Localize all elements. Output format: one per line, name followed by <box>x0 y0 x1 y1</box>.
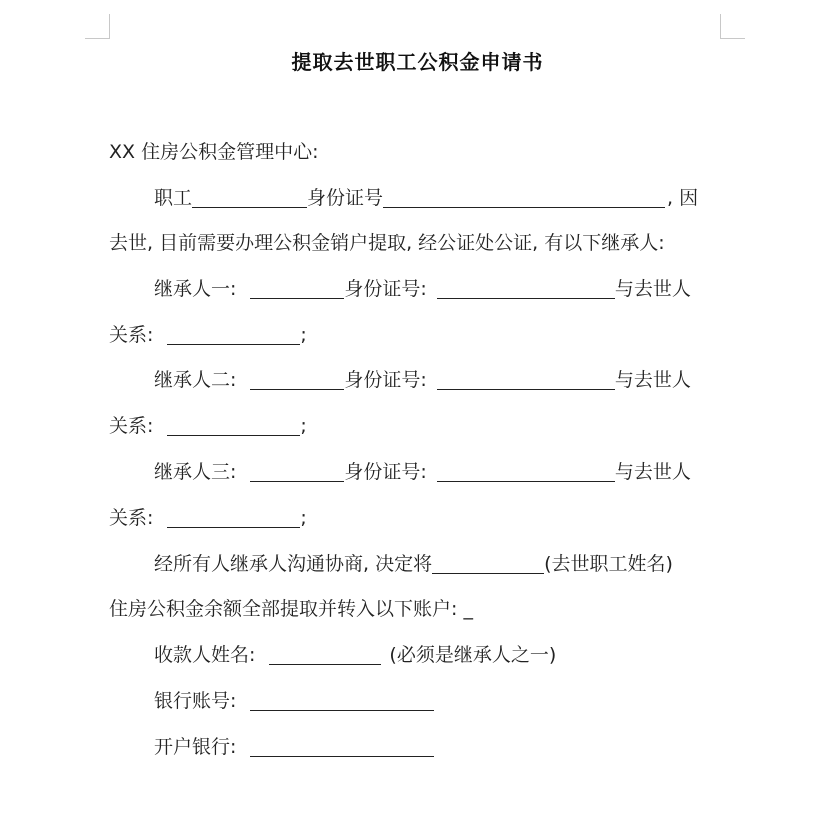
heir-2-relation-field[interactable] <box>167 413 300 436</box>
heir-1-relation-field[interactable] <box>167 322 300 345</box>
transfer-line: 住房公积金余额全部提取并转入以下账户: _ <box>109 598 473 620</box>
page-corner-mark-top-left <box>85 14 110 39</box>
bank-account-label: 银行账号: <box>154 690 237 712</box>
employee-label: 职工 <box>154 187 193 209</box>
consensus-suffix: (去世职工姓名) <box>544 553 673 575</box>
heir-1-name-field[interactable] <box>250 276 344 299</box>
heir-3-label: 继承人三: <box>154 461 237 483</box>
heir-3-relation-tail: 与去世人 <box>614 461 691 483</box>
heir-2-name-field[interactable] <box>250 367 344 390</box>
heir-3-relation-field[interactable] <box>167 505 300 528</box>
employee-name-field[interactable] <box>192 185 307 208</box>
payee-note: (必须是继承人之一) <box>389 644 557 666</box>
document-title: 提取去世职工公积金申请书 <box>291 50 544 74</box>
bank-name-field[interactable] <box>250 734 434 757</box>
heir-3-relation-line <box>109 503 307 533</box>
heir-1-id-label: 身份证号: <box>344 278 427 300</box>
heir-2-line <box>154 365 691 395</box>
payee-label: 收款人姓名: <box>154 644 256 666</box>
heir-3-id-field[interactable] <box>437 459 615 482</box>
heir-2-relation-line <box>109 411 307 441</box>
bank-account-line <box>154 686 434 716</box>
consensus-prefix: 经所有人继承人沟通协商, 决定将 <box>154 553 433 575</box>
heir-3-relation-end: ; <box>300 507 307 529</box>
heir-2-label: 继承人二: <box>154 369 237 391</box>
bank-account-field[interactable] <box>250 688 434 711</box>
heir-1-label: 继承人一: <box>154 278 237 300</box>
employee-id-field[interactable] <box>383 185 665 208</box>
cause-line: 去世, 目前需要办理公积金销户提取, 经公证处公证, 有以下继承人: <box>109 232 665 254</box>
heir-3-name-field[interactable] <box>250 459 344 482</box>
heir-2-relation-end: ; <box>300 415 307 437</box>
payee-name-field[interactable] <box>269 642 381 665</box>
heir-2-id-label: 身份证号: <box>344 369 427 391</box>
employee-id-label: 身份证号 <box>307 187 384 209</box>
heir-1-line <box>154 274 691 304</box>
page-corner-mark-top-right <box>720 14 745 39</box>
heir-1-relation-tail: 与去世人 <box>614 278 691 300</box>
heir-1-relation-label: 关系: <box>109 324 154 346</box>
deceased-name-field[interactable] <box>432 551 544 574</box>
salutation: XX 住房公积金管理中心: <box>109 141 319 163</box>
bank-name-label: 开户银行: <box>154 736 237 758</box>
payee-line <box>154 640 556 670</box>
employee-line <box>154 183 698 213</box>
bank-name-line <box>154 732 434 762</box>
heir-3-relation-label: 关系: <box>109 507 154 529</box>
heir-3-line <box>154 457 691 487</box>
heir-1-relation-end: ; <box>300 324 307 346</box>
heir-1-relation-line <box>109 320 307 350</box>
heir-2-relation-label: 关系: <box>109 415 154 437</box>
heir-3-id-label: 身份证号: <box>344 461 427 483</box>
employee-line-tail: , 因 <box>667 187 699 209</box>
consensus-line <box>154 549 673 579</box>
heir-2-id-field[interactable] <box>437 367 615 390</box>
heir-2-relation-tail: 与去世人 <box>614 369 691 391</box>
heir-1-id-field[interactable] <box>437 276 615 299</box>
